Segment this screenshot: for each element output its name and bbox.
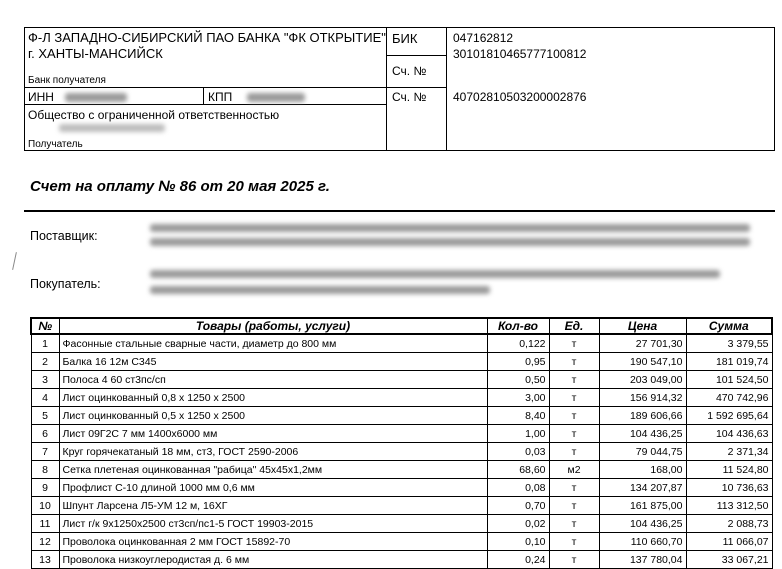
bank-name-line2: г. ХАНТЫ-МАНСИЙСК xyxy=(28,46,163,61)
col-header-price: Цена xyxy=(599,318,686,334)
cell-goods: Балка 16 12м С345 xyxy=(59,353,487,371)
supplier-details-redacted xyxy=(150,224,750,232)
cell-unit: т xyxy=(549,389,599,407)
table-row xyxy=(31,533,772,551)
bank-name xyxy=(28,30,386,62)
table-row xyxy=(31,389,772,407)
table-row xyxy=(31,371,772,389)
cell-unit: т xyxy=(549,497,599,515)
cell-qty: 68,60 xyxy=(487,461,549,479)
buyer-details-redacted xyxy=(150,270,720,278)
cell-qty: 0,95 xyxy=(487,353,549,371)
cell-price: 168,00 xyxy=(599,461,686,479)
cell-unit: т xyxy=(549,479,599,497)
supplier-details-redacted xyxy=(150,238,750,246)
cell-number: 10 xyxy=(31,497,59,515)
cell-qty: 0,10 xyxy=(487,533,549,551)
margin-mark xyxy=(12,252,17,270)
cell-goods: Профлист С-10 длиной 1000 мм 0,6 мм xyxy=(59,479,487,497)
cell-number: 8 xyxy=(31,461,59,479)
recipient-name: Общество с ограниченной ответственностью xyxy=(28,108,280,122)
recipient-name-redacted xyxy=(59,124,165,132)
account2-label: Сч. № xyxy=(392,90,427,104)
cell-unit: т xyxy=(549,551,599,569)
buyer-details-redacted xyxy=(150,286,490,294)
table-row xyxy=(31,515,772,533)
cell-price: 203 049,00 xyxy=(599,371,686,389)
cell-price: 79 044,75 xyxy=(599,443,686,461)
recipient-label: Получатель xyxy=(28,139,83,150)
table-row xyxy=(31,353,772,371)
cell-goods: Шпунт Ларсена Л5-УМ 12 м, 16ХГ xyxy=(59,497,487,515)
cell-qty: 1,00 xyxy=(487,425,549,443)
cell-number: 3 xyxy=(31,371,59,389)
cell-sum: 181 019,74 xyxy=(686,353,772,371)
cell-price: 190 547,10 xyxy=(599,353,686,371)
cell-unit: т xyxy=(549,533,599,551)
cell-number: 5 xyxy=(31,407,59,425)
divider xyxy=(25,87,386,88)
col-header-goods: Товары (работы, услуги) xyxy=(59,318,487,334)
cell-sum: 11 066,07 xyxy=(686,533,772,551)
cell-sum: 2 088,73 xyxy=(686,515,772,533)
col-header-unit: Ед. xyxy=(549,318,599,334)
recipient-bank-label: Банк получателя xyxy=(28,75,106,86)
cell-price: 156 914,32 xyxy=(599,389,686,407)
invoice-title: Счет на оплату № 86 от 20 мая 2025 г. xyxy=(30,178,330,195)
cell-unit: т xyxy=(549,407,599,425)
divider xyxy=(386,87,446,88)
cell-number: 1 xyxy=(31,334,59,353)
cell-unit: т xyxy=(549,353,599,371)
cell-qty: 0,08 xyxy=(487,479,549,497)
kpp-value-redacted xyxy=(247,93,305,102)
cell-price: 134 207,87 xyxy=(599,479,686,497)
cell-number: 2 xyxy=(31,353,59,371)
cell-sum: 113 312,50 xyxy=(686,497,772,515)
table-row xyxy=(31,551,772,569)
cell-price: 104 436,25 xyxy=(599,515,686,533)
cell-goods: Полоса 4 60 ст3пс/сп xyxy=(59,371,487,389)
cell-unit: т xyxy=(549,443,599,461)
divider xyxy=(386,28,387,151)
corr-account-value: 30101810465777100812 xyxy=(453,47,587,61)
cell-qty: 0,02 xyxy=(487,515,549,533)
cell-sum: 3 379,55 xyxy=(686,334,772,353)
cell-sum: 1 592 695,64 xyxy=(686,407,772,425)
cell-goods: Проволока низкоуглеродистая д. 6 мм xyxy=(59,551,487,569)
cell-price: 161 875,00 xyxy=(599,497,686,515)
table-row xyxy=(31,479,772,497)
items-table xyxy=(30,317,773,569)
cell-qty: 0,70 xyxy=(487,497,549,515)
cell-sum: 104 436,63 xyxy=(686,425,772,443)
cell-unit: т xyxy=(549,425,599,443)
cell-goods: Сетка плетеная оцинкованная "рабица" 45х45х1,2мм xyxy=(59,461,487,479)
cell-qty: 8,40 xyxy=(487,407,549,425)
cell-price: 104 436,25 xyxy=(599,425,686,443)
bank-details-block xyxy=(24,27,775,151)
cell-sum: 470 742,96 xyxy=(686,389,772,407)
cell-number: 4 xyxy=(31,389,59,407)
bik-label: БИК xyxy=(392,31,418,46)
cell-sum: 2 371,34 xyxy=(686,443,772,461)
cell-sum: 101 524,50 xyxy=(686,371,772,389)
cell-qty: 0,03 xyxy=(487,443,549,461)
cell-qty: 0,50 xyxy=(487,371,549,389)
cell-goods: Круг горячекатаный 18 мм, ст3, ГОСТ 2590-2006 xyxy=(59,443,487,461)
cell-number: 9 xyxy=(31,479,59,497)
inn-label: ИНН xyxy=(28,90,54,104)
cell-qty: 0,24 xyxy=(487,551,549,569)
cell-qty: 3,00 xyxy=(487,389,549,407)
cell-number: 12 xyxy=(31,533,59,551)
cell-number: 13 xyxy=(31,551,59,569)
inn-value-redacted xyxy=(65,93,127,102)
table-row xyxy=(31,334,772,353)
cell-goods: Лист г/к 9х1250х2500 ст3сп/пс1-5 ГОСТ 19903-2015 xyxy=(59,515,487,533)
title-rule xyxy=(24,210,775,212)
table-row xyxy=(31,443,772,461)
divider xyxy=(386,55,446,56)
account2-value: 40702810503200002876 xyxy=(453,90,587,104)
cell-qty: 0,122 xyxy=(487,334,549,353)
table-row xyxy=(31,497,772,515)
cell-goods: Фасонные стальные сварные части, диаметр до 800 мм xyxy=(59,334,487,353)
table-row xyxy=(31,407,772,425)
cell-unit: т xyxy=(549,334,599,353)
cell-unit: т xyxy=(549,515,599,533)
cell-price: 110 660,70 xyxy=(599,533,686,551)
cell-price: 137 780,04 xyxy=(599,551,686,569)
cell-sum: 10 736,63 xyxy=(686,479,772,497)
cell-number: 7 xyxy=(31,443,59,461)
table-row xyxy=(31,461,772,479)
buyer-label: Покупатель: xyxy=(30,277,101,291)
kpp-label: КПП xyxy=(208,90,233,104)
cell-price: 189 606,66 xyxy=(599,407,686,425)
col-header-qty: Кол-во xyxy=(487,318,549,334)
cell-sum: 33 067,21 xyxy=(686,551,772,569)
cell-goods: Лист оцинкованный 0,5 х 1250 х 2500 xyxy=(59,407,487,425)
cell-unit: т xyxy=(549,371,599,389)
divider xyxy=(446,28,447,151)
cell-price: 27 701,30 xyxy=(599,334,686,353)
col-header-sum: Сумма xyxy=(686,318,772,334)
account-label: Сч. № xyxy=(392,64,427,78)
col-header-number: № xyxy=(31,318,59,334)
table-row xyxy=(31,425,772,443)
cell-number: 11 xyxy=(31,515,59,533)
bank-name-line1: Ф-Л ЗАПАДНО-СИБИРСКИЙ ПАО БАНКА "ФК ОТКРЫТИЕ" xyxy=(28,30,386,45)
cell-unit: м2 xyxy=(549,461,599,479)
cell-goods: Проволока оцинкованная 2 мм ГОСТ 15892-70 xyxy=(59,533,487,551)
table-header-row xyxy=(31,318,772,334)
cell-goods: Лист оцинкованный 0,8 х 1250 х 2500 xyxy=(59,389,487,407)
cell-goods: Лист 09Г2С 7 мм 1400х6000 мм xyxy=(59,425,487,443)
divider xyxy=(203,87,204,104)
bik-value: 047162812 xyxy=(453,31,514,45)
divider xyxy=(25,104,386,105)
cell-number: 6 xyxy=(31,425,59,443)
cell-sum: 11 524,80 xyxy=(686,461,772,479)
supplier-label: Поставщик: xyxy=(30,229,98,243)
